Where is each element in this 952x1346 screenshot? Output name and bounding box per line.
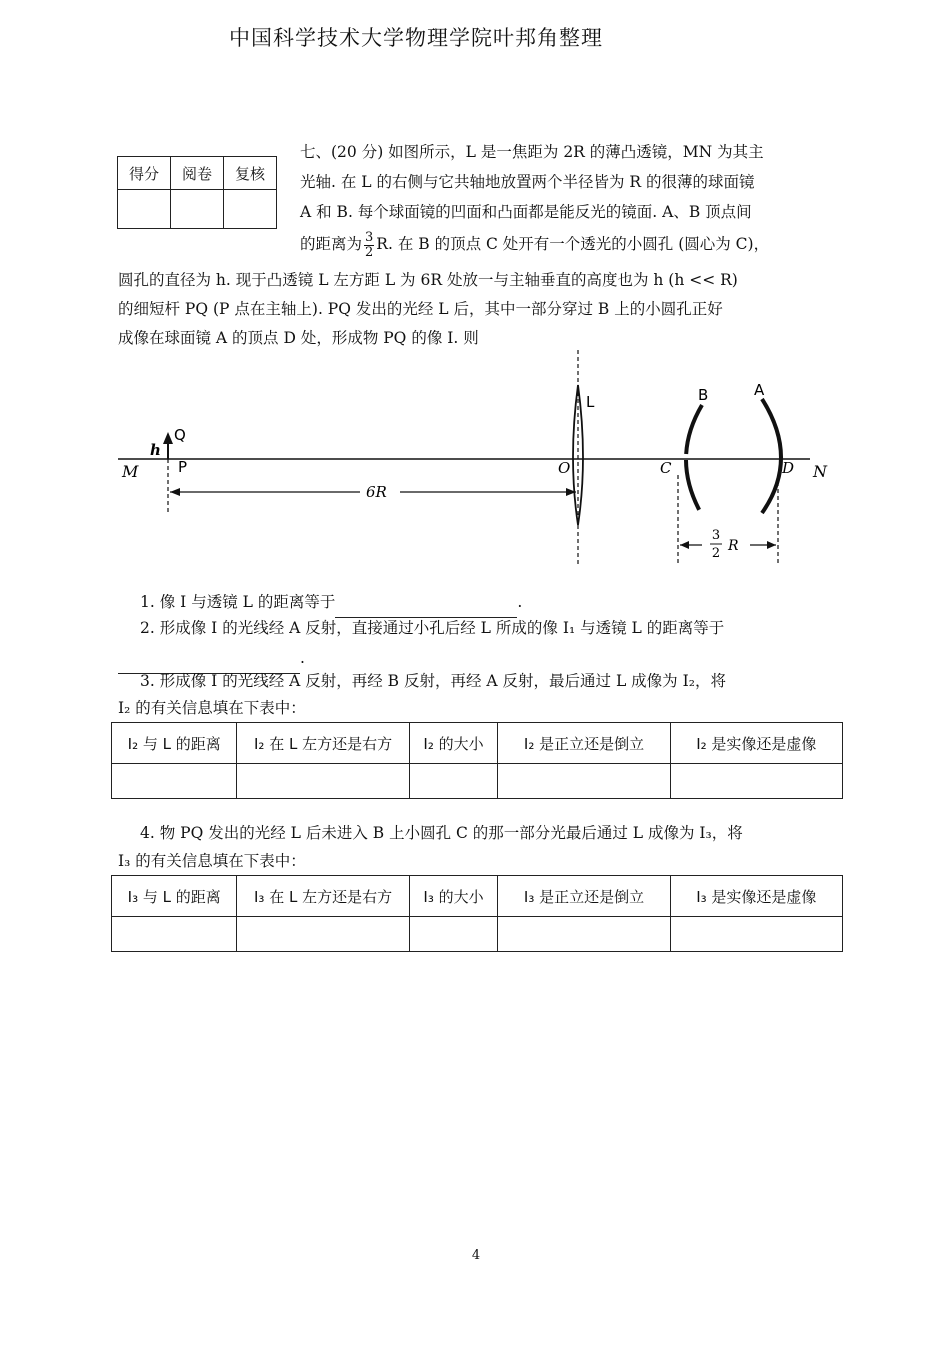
object-arrow-head <box>163 432 173 444</box>
question-2: 2. 形成像 I 的光线经 A 反射，直接通过小孔后经 L 所成的像 I₁ 与透镜 L 的距离等于 <box>140 619 725 637</box>
table-I2-cell-real-virtual[interactable] <box>670 764 842 799</box>
dist-6R-arrow-left <box>170 488 180 496</box>
table-I2-cell-distance[interactable] <box>112 764 237 799</box>
question-4-line-2: I₃ 的有关信息填在下表中： <box>118 852 306 870</box>
problem-line-7: 成像在球面镜 A 的顶点 D 处，形成物 PQ 的像 I. 则 <box>118 329 479 347</box>
table-I3-header-orientation: I₃ 是正立还是倒立 <box>498 876 670 917</box>
question-2-end: . <box>300 649 305 667</box>
label-M: M <box>122 462 139 481</box>
dist-R: R <box>728 538 739 554</box>
mirror-B <box>686 405 702 515</box>
fraction-denominator: 2 <box>365 244 374 260</box>
label-h: h <box>150 441 161 459</box>
label-A: A <box>754 381 765 399</box>
label-N: N <box>813 462 827 481</box>
label-C: C <box>660 459 672 477</box>
page-number: 4 <box>471 1248 481 1263</box>
label-P: P <box>178 458 188 476</box>
score-table <box>117 156 277 229</box>
table-I2-header-distance: I₂ 与 L 的距离 <box>112 723 237 764</box>
question-1-text: 1. 像 I 与透镜 L 的距离等于 <box>140 593 336 611</box>
score-header-check: 复核 <box>224 157 277 190</box>
problem-line-4-post: R. 在 B 的顶点 C 处开有一个透光的小圆孔 (圆心为 C)， <box>376 235 770 253</box>
score-header-review: 阅卷 <box>171 157 224 190</box>
fraction-numerator: 3 <box>365 229 374 245</box>
problem-line-6: 的细短杆 PQ (P 点在主轴上). PQ 发出的光经 L 后，其中一部分穿过 B 上的小圆孔正好 <box>118 300 723 318</box>
label-B: B <box>698 386 709 404</box>
table-I3-header-real-virtual: I₃ 是实像还是虚像 <box>670 876 842 917</box>
problem-line-1: 七、(20 分) 如图所示，L 是一焦距为 2R 的薄凸透镜，MN 为其主 <box>300 143 764 161</box>
table-I3-cell-size[interactable] <box>409 917 498 952</box>
problem-line-3: A 和 B. 每个球面镜的凹面和凸面都是能反光的镜面. A、B 顶点间 <box>300 203 752 221</box>
table-I3-header-side: I₃ 在 L 左方还是右方 <box>237 876 409 917</box>
dist-frac-den: 2 <box>711 546 721 561</box>
table-I3-cell-distance[interactable] <box>112 917 237 952</box>
table-I2 <box>111 722 843 799</box>
table-I2-header-real-virtual: I₂ 是实像还是虚像 <box>670 723 842 764</box>
dist-32R-arrow-right <box>767 541 776 549</box>
page-header <box>0 22 952 52</box>
table-I2-cell-orientation[interactable] <box>498 764 670 799</box>
table-I3-header-distance: I₃ 与 L 的距离 <box>112 876 237 917</box>
table-I2-header-orientation: I₂ 是正立还是倒立 <box>498 723 670 764</box>
table-I3-cell-real-virtual[interactable] <box>670 917 842 952</box>
label-O: O <box>558 459 571 477</box>
question-3-line-2: I₂ 的有关信息填在下表中： <box>118 699 306 717</box>
question-1-end: . <box>517 593 523 611</box>
question-3-line-1: 3. 形成像 I 的光线经 A 反射，再经 B 反射，再经 A 反射，最后通过 L 成像为 I₂，将 <box>140 672 726 690</box>
header-title: 中国科学技术大学物理学院叶邦角整理 <box>229 26 603 50</box>
label-6R: 6R <box>366 483 387 501</box>
table-I3-header-size: I₃ 的大小 <box>409 876 498 917</box>
problem-line-4-pre: 的距离为 <box>300 235 363 253</box>
problem-line-4 <box>300 228 769 260</box>
label-D: D <box>782 459 795 477</box>
score-cell-check[interactable] <box>224 190 277 229</box>
mirror-A <box>762 399 781 513</box>
table-I3-cell-side[interactable] <box>237 917 409 952</box>
fraction-three-halves <box>364 231 374 260</box>
table-I3 <box>111 875 843 952</box>
table-I2-header-size: I₂ 的大小 <box>409 723 498 764</box>
question-4-line-1: 4. 物 PQ 发出的光经 L 后未进入 B 上小圆孔 C 的那一部分光最后通过 L 成像为 I₃，将 <box>140 824 743 842</box>
dist-frac-num: 3 <box>711 528 721 543</box>
score-cell-score[interactable] <box>118 190 171 229</box>
score-cell-review[interactable] <box>171 190 224 229</box>
table-I2-cell-side[interactable] <box>237 764 409 799</box>
problem-line-5: 圆孔的直径为 h. 现于凸透镜 L 左方距 L 为 6R 处放一与主轴垂直的高度也为 h (h << R) <box>118 271 738 289</box>
dist-32R-arrow-left <box>680 541 689 549</box>
table-I2-cell-size[interactable] <box>409 764 498 799</box>
problem-line-2: 光轴. 在 L 的右侧与它共轴地放置两个半径皆为 R 的很薄的球面镜 <box>300 173 755 191</box>
table-I2-header-side: I₂ 在 L 左方还是右方 <box>237 723 409 764</box>
score-header-score: 得分 <box>118 157 171 190</box>
optics-diagram <box>110 345 840 570</box>
label-L: L <box>586 393 595 411</box>
label-Q: Q <box>174 426 186 444</box>
table-I3-cell-orientation[interactable] <box>498 917 670 952</box>
